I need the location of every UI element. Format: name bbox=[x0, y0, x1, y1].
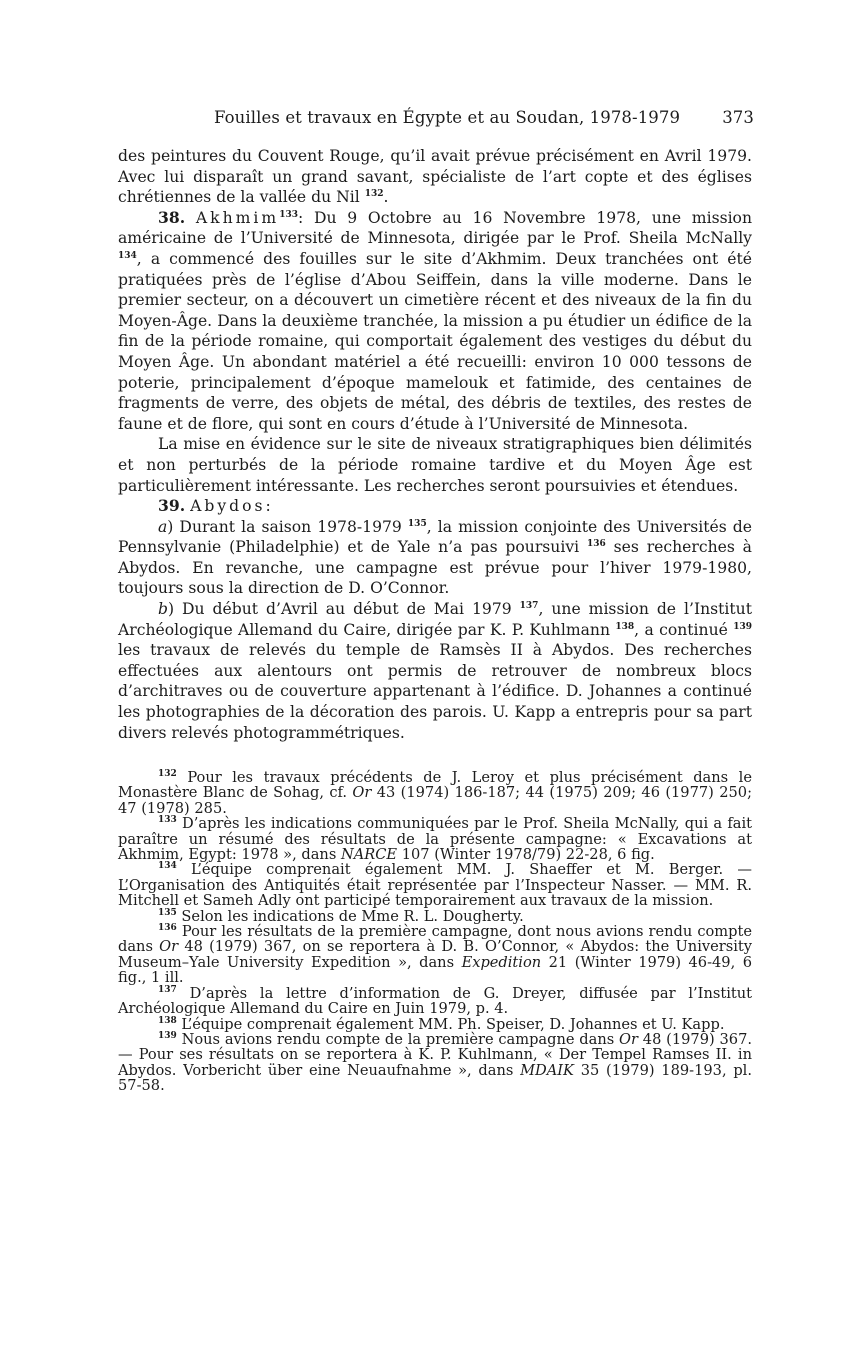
footnote-ref[interactable]: 138 bbox=[615, 621, 635, 632]
footnote-ref[interactable]: 137 bbox=[519, 600, 539, 611]
main-text bbox=[118, 146, 752, 743]
footnote-number: 134 bbox=[158, 861, 177, 872]
footnote-number: 132 bbox=[158, 769, 177, 780]
footnote-ref[interactable]: 135 bbox=[407, 518, 427, 529]
footnote-ref[interactable]: 132 bbox=[364, 189, 384, 199]
footnote-ref[interactable]: 134 bbox=[118, 250, 137, 261]
footnote-139: $^{139}$ Nous avions rendu compte de la première campagne dans Or 48 (1979) 367. — Pour ses résultats on se reportera à K. P. Kuhlmann, « Der Tempel Ramses II. in Abydos. Vorbericht über eine Neuaufnahme », dans MDAIK 35 (1979) 189-193, pl. 57-58. bbox=[118, 1030, 752, 1095]
item-label: b bbox=[158, 600, 168, 619]
footnote-number: 133 bbox=[158, 815, 177, 826]
footnote-ref[interactable]: 133 bbox=[279, 209, 298, 220]
subsection-b: b) Du début d’Avril au début de Mai 1979 $^{137}$, une mission de l’Institut Archéologique Allemand du Caire, dirigée par K. P. Kuhlmann $^{138}$, a continué $^{139}$ les travaux de relevés du temple de Ramsès II à Abydos. Des recherches effectuées aux alentours ont permis de retrouver de nombreux blocs d’architraves ou de couverture appartenant à l’édifice. D. Johannes a continué les photographies de la décoration des parois. U. Kapp a entrepris pour sa part divers relevés photogrammétriques. bbox=[118, 600, 752, 742]
footnote-number: 136 bbox=[158, 923, 177, 934]
section-39: 39. Abydos: bbox=[158, 496, 271, 516]
footnote-133: $^{133}$ D’après les indications communiquées par le Prof. Sheila McNally, qui a fait paraître un résumé des résultats de la présente campagne: « Excavations at Akhmim, Egypt: 1978 », dans NARCE 107 (Winter 1978/79) 22-28, 6 fig. bbox=[118, 815, 752, 864]
footnote-number: 137 bbox=[158, 984, 177, 995]
section-38: 38. Akhmim$^{133}$: Du 9 Octobre au 16 Novembre 1978, une mission américaine de l’Université de Minnesota, dirigée par le Prof. Sheila McNally $^{134}$, a commencé des fouilles sur le site d’Akhmim. Deux tranchées ont été pratiquées près de l’église d’Abou Seiffein, dans la ville moderne. Dans le premier secteur, on a découvert un cimetière récent et des niveaux de la fin du Moyen-Âge. Dans la deuxième tranchée, la mission a pu étudier un édifice de la fin de la période romaine, qui comportait également des vestiges du début du Moyen Âge. Un abondant matériel a été recueilli: environ 10 000 tessons de poterie, principalement d’époque mamelouk et fatimide, des centaines de fragments de verre, des objets de métal, des débris de textiles, des restes de faune et de flore, qui sont en cours d’étude à l’Université de Minnesota. bbox=[118, 207, 752, 433]
footnote-132: $^{132}$ Pour les travaux précédents de J. Leroy et plus précisément dans le Monastère Blanc de Sohag, cf. Or 43 (1974) 186-187; 44 (1975) 209; 46 (1977) 250; 47 (1978) 285. bbox=[118, 769, 752, 817]
footnotes bbox=[118, 770, 752, 1094]
footnote-137: $^{137}$ D’après la lettre d’information de G. Dreyer, diffusée par l’Institut Archéologique Allemand du Caire en Juin 1979, p. 4. bbox=[118, 984, 752, 1018]
site-name: Abydos bbox=[190, 497, 266, 516]
header-title: Fouilles et travaux en Égypte et au Soudan, 1978-1979 bbox=[214, 108, 681, 127]
page-number: 373 bbox=[722, 108, 754, 127]
footnote-138: $^{138}$ L’équipe comprenait également MM. Ph. Speiser, D. Johannes et U. Kapp. bbox=[158, 1015, 725, 1033]
paragraph: La mise en évidence sur le site de niveaux stratigraphiques bien délimités et non perturbés de la période romaine tardive et du Moyen Âge est particulièrement intéressante. Les recherches seront poursuivies et étendues. bbox=[118, 435, 752, 495]
site-name: Akhmim bbox=[195, 208, 280, 227]
footnote-number: 139 bbox=[158, 1031, 177, 1042]
footnote-ref[interactable]: 136 bbox=[586, 539, 606, 550]
item-label: a bbox=[158, 517, 168, 536]
subsection-a: a) Durant la saison 1978-1979 $^{135}$, la mission conjointe des Universités de Pennsylvanie (Philadelphie) et de Yale n’a pas poursuivi $^{136}$ ses recherches à Abydos. En revanche, une campagne est prévue pour l’hiver 1979-1980, toujours sous la direction de D. O’Connor. bbox=[118, 517, 752, 598]
footnote-number: 135 bbox=[158, 907, 177, 918]
paragraph-continuation: des peintures du Couvent Rouge, qu’il avait prévue précisément en Avril 1979. Avec lui disparaît un grand savant, spécialiste de l’art copte et des églises chrétiennes de la vallée du Nil $^{132}$. bbox=[118, 147, 752, 207]
section-number: 38. bbox=[158, 207, 186, 227]
footnote-ref[interactable]: 139 bbox=[733, 621, 752, 632]
footnote-136: $^{136}$ Pour les résultats de la première campagne, dont nous avions rendu compte dans Or 48 (1979) 367, on se reportera à D. B. O’Connor, « Abydos: the University Museum–Yale University Expedition », dans Expedition 21 (Winter 1979) 46-49, 6 fig., 1 ill. bbox=[118, 923, 753, 987]
footnote-134: $^{134}$ L’équipe comprenait également MM. J. Shaeffer et M. Berger. — L’Organisation des Antiquités était représentée par l’Inspecteur Nasser. — MM. R. Mitchell et Sameh Adly ont participé temporairement aux travaux de la mission. bbox=[118, 861, 752, 910]
footnote-135: $^{135}$ Selon les indications de Mme R. L. Dougherty. bbox=[158, 907, 524, 925]
section-number: 39. bbox=[158, 496, 186, 516]
footnote-number: 138 bbox=[158, 1015, 177, 1026]
